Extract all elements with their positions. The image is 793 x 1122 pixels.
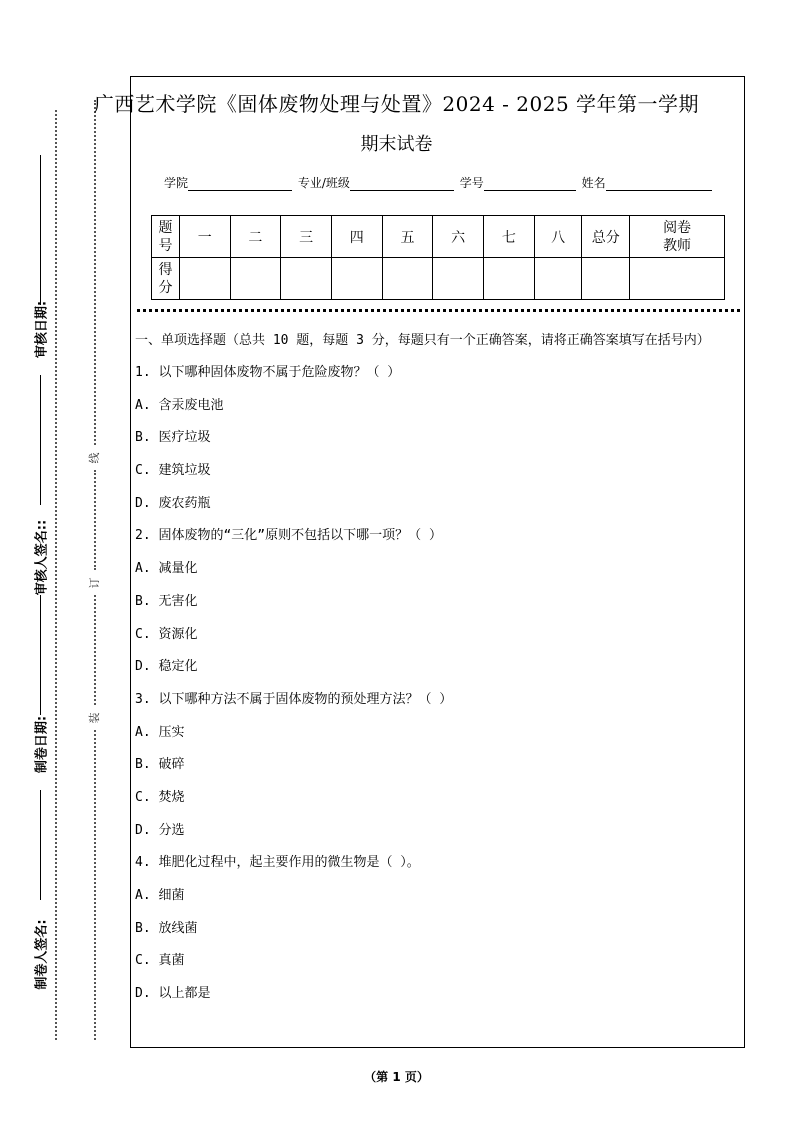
answer-option: D. 稳定化 (135, 659, 198, 675)
answer-option: B. 放线菌 (135, 920, 198, 936)
question-text: 1. 以下哪种固体废物不属于危险废物？（ ） (135, 365, 401, 380)
score-table-score-row (152, 258, 725, 300)
dotted-separator (137, 309, 740, 312)
student-id-label: 学号 (459, 176, 484, 190)
exam-subtitle: 期末试卷 (360, 134, 433, 155)
binding-dotted-line-right (94, 595, 96, 705)
answer-option: D. 以上都是 (135, 986, 211, 1002)
review-date-label: 审核日期: (34, 300, 50, 359)
column-header: 八 (534, 216, 582, 258)
page-number: （第 1 页） (364, 1070, 429, 1084)
score-cell[interactable] (281, 258, 332, 300)
name-label: 姓名 (581, 176, 606, 190)
column-header: 六 (433, 216, 484, 258)
column-header: 一 (179, 216, 230, 258)
score-row-label: 得 分 (152, 258, 180, 300)
answer-option: C. 焚烧 (135, 789, 185, 805)
student-info-line (164, 174, 714, 191)
exam-title: 广西艺术学院《固体废物处理与处置》2024 - 2025 学年第一学期 (93, 92, 700, 116)
score-cell[interactable] (382, 258, 433, 300)
score-table-header-row (152, 216, 725, 258)
exam-date-label: 制卷日期: (34, 715, 50, 774)
score-cell[interactable] (582, 258, 630, 300)
binding-dotted-line-right (94, 470, 96, 570)
score-cell[interactable] (630, 258, 725, 300)
answer-option: B. 无害化 (135, 593, 198, 609)
section-heading: 一、单项选择题（总共 10 题，每题 3 分，每题只有一个正确答案，请将正确答案填写在括号内） (135, 333, 710, 348)
college-label: 学院 (164, 176, 189, 190)
exam-maker-signature-label: 制卷人签名: (34, 919, 50, 990)
score-table (151, 215, 725, 300)
reviewer-signature-label: 审核人签名:: (34, 519, 50, 596)
binding-dotted-line-right (94, 730, 96, 1040)
total-score-header: 总分 (582, 216, 630, 258)
score-cell[interactable] (230, 258, 281, 300)
exam-content (135, 330, 740, 1016)
answer-option: A. 含汞废电池 (135, 397, 224, 413)
score-cell[interactable] (534, 258, 582, 300)
answer-option: C. 真菌 (135, 953, 185, 969)
answer-option: C. 建筑垃圾 (135, 463, 211, 479)
answer-option: B. 破碎 (135, 757, 185, 773)
column-header: 二 (230, 216, 281, 258)
question-number-header: 题 号 (152, 216, 180, 258)
question-text: 3. 以下哪种方法不属于固体废物的预处理方法？（ ） (135, 691, 453, 707)
answer-option: D. 废农药瓶 (135, 495, 211, 511)
column-header: 四 (331, 216, 382, 258)
major-class-field[interactable] (350, 178, 454, 191)
signature-line-review-date (40, 155, 41, 305)
answer-option: A. 细菌 (135, 888, 185, 903)
binding-char-bind: 装 (88, 712, 101, 724)
column-header: 三 (281, 216, 332, 258)
score-cell[interactable] (179, 258, 230, 300)
student-id-field[interactable] (484, 178, 576, 191)
binding-dotted-line-left (55, 110, 57, 1040)
signature-line-exam-maker (40, 790, 41, 900)
name-field[interactable] (606, 178, 712, 191)
score-cell[interactable] (331, 258, 382, 300)
signature-line-reviewer (40, 375, 41, 505)
score-cell[interactable] (433, 258, 484, 300)
binding-char-line: 线 (88, 452, 101, 464)
binding-char-order: 订 (88, 577, 101, 589)
major-class-label: 专业/班级 (297, 176, 350, 190)
answer-option: A. 压实 (135, 724, 185, 740)
college-field[interactable] (188, 178, 292, 191)
signature-line-exam-date (40, 595, 41, 715)
question-text: 4. 堆肥化过程中，起主要作用的微生物是（ ）。 (135, 855, 420, 871)
column-header: 七 (484, 216, 535, 258)
score-cell[interactable] (484, 258, 535, 300)
answer-option: D. 分选 (135, 822, 185, 838)
answer-option: B. 医疗垃圾 (135, 430, 211, 446)
answer-option: C. 资源化 (135, 626, 198, 642)
column-header: 五 (382, 216, 433, 258)
answer-option: A. 减量化 (135, 561, 198, 577)
question-text: 2. 固体废物的“三化”原则不包括以下哪一项？（ ） (135, 528, 442, 544)
grader-header: 阅卷 教师 (630, 216, 725, 258)
